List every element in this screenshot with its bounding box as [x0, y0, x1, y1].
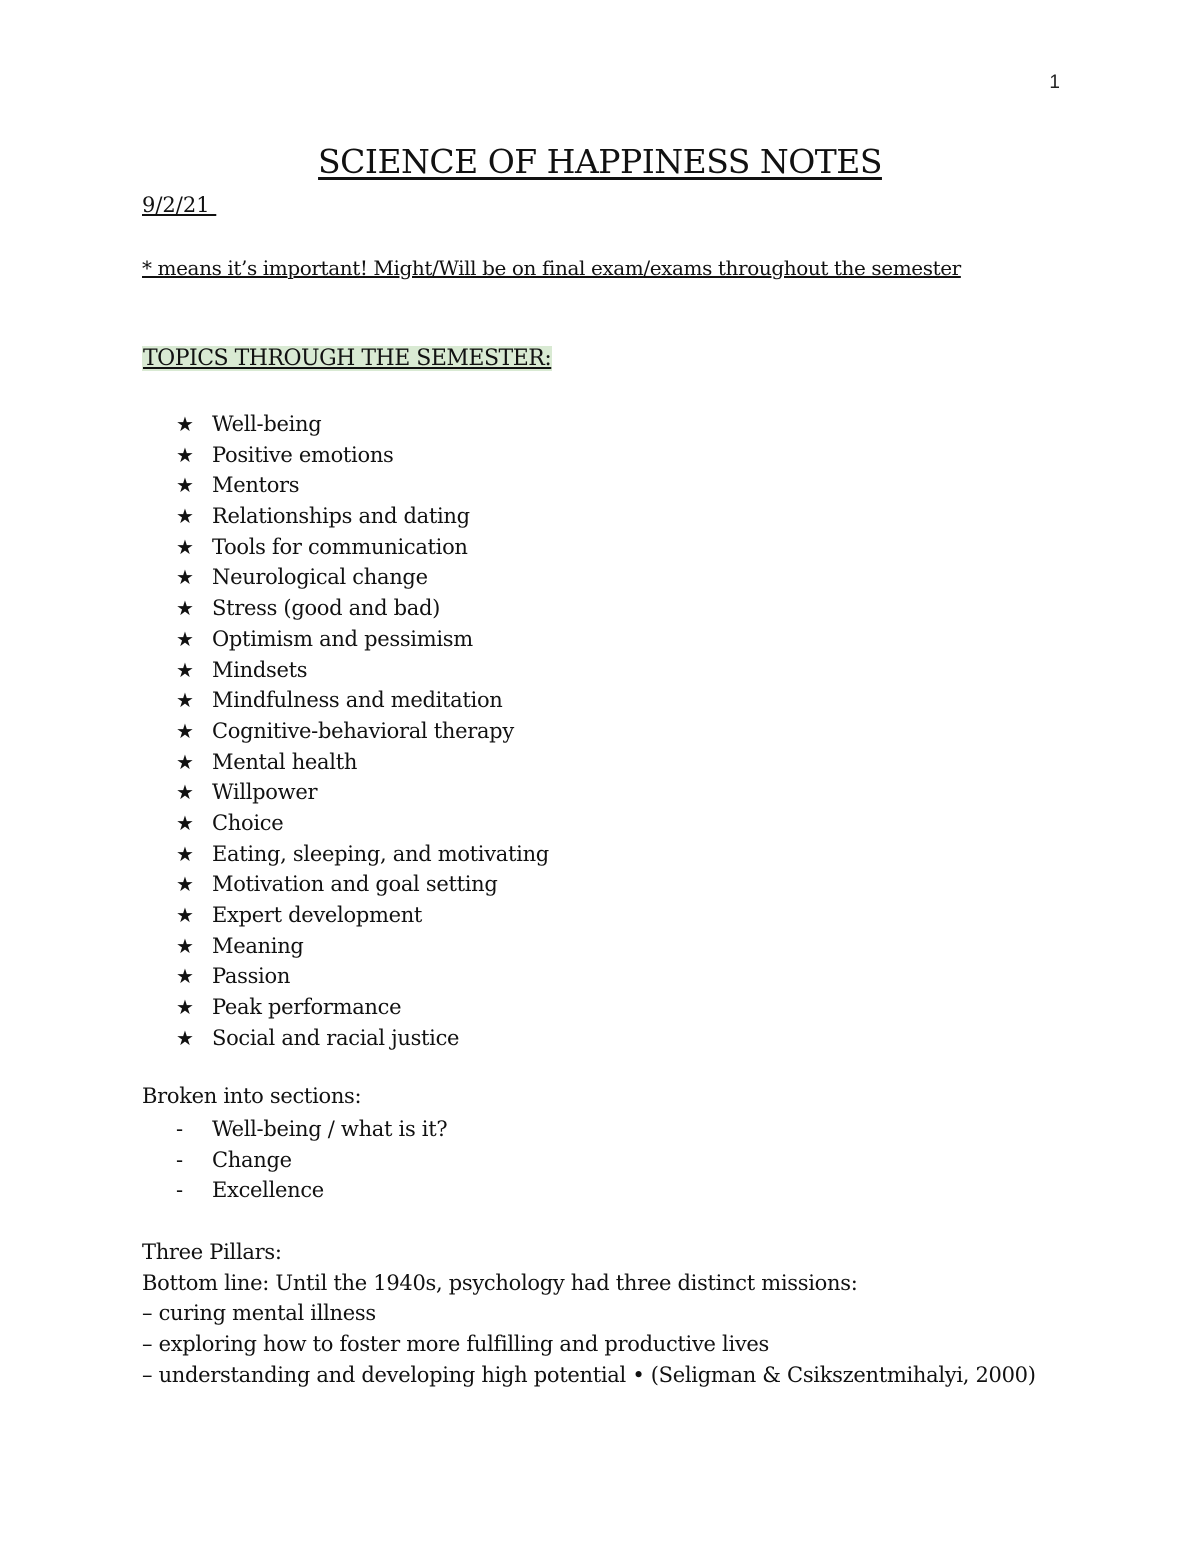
importance-note: * means it’s important! Might/Will be on final exam/exams throughout the semester: [142, 256, 961, 280]
star-bullet-icon: ★: [176, 872, 194, 897]
star-bullet-icon: ★: [176, 780, 194, 805]
section-label: Excellence: [212, 1178, 324, 1203]
list-item: [176, 1175, 447, 1206]
list-item: [176, 839, 549, 870]
pillars-line: Bottom line: Until the 1940s, psychology had three distinct missions:: [142, 1270, 858, 1295]
star-bullet-icon: ★: [176, 995, 194, 1020]
document-title: SCIENCE OF HAPPINESS NOTES: [318, 142, 882, 181]
topic-label: Motivation and goal setting: [212, 872, 498, 897]
star-bullet-icon: ★: [176, 1025, 194, 1050]
page-number: 1: [1049, 72, 1060, 93]
list-item: [176, 532, 549, 563]
topics-heading: TOPICS THROUGH THE SEMESTER:: [143, 346, 552, 371]
date-line: 9/2/21: [142, 193, 217, 217]
topic-label: Passion: [212, 964, 291, 989]
list-item: [176, 409, 549, 440]
topic-label: Mindsets: [212, 657, 308, 682]
star-bullet-icon: ★: [176, 964, 194, 989]
star-bullet-icon: ★: [176, 473, 194, 498]
topic-label: Mindfulness and meditation: [212, 688, 503, 713]
topics-list: [176, 409, 549, 1053]
list-item: [176, 869, 549, 900]
topic-label: Eating, sleeping, and motivating: [212, 841, 549, 866]
star-bullet-icon: ★: [176, 412, 194, 436]
pillars-line: – understanding and developing high potential • (Seligman & Csikszentmihalyi, 2000): [142, 1362, 1036, 1387]
topic-label: Meaning: [212, 933, 304, 958]
list-item: [176, 470, 549, 501]
list-item: [176, 562, 549, 593]
topic-label: Mental health: [212, 749, 358, 774]
star-bullet-icon: ★: [176, 688, 194, 713]
star-bullet-icon: ★: [176, 657, 194, 682]
topic-label: Well-being: [212, 412, 322, 436]
star-bullet-icon: ★: [176, 933, 194, 958]
star-bullet-icon: ★: [176, 565, 194, 590]
pillars-line: – curing mental illness: [142, 1301, 376, 1326]
topic-label: Willpower: [212, 780, 318, 805]
list-item: [176, 900, 549, 931]
star-bullet-icon: ★: [176, 626, 194, 651]
star-bullet-icon: ★: [176, 810, 194, 835]
list-item: [176, 1023, 549, 1054]
star-bullet-icon: ★: [176, 841, 194, 866]
list-item: [176, 1145, 447, 1176]
list-item: [176, 593, 549, 624]
star-bullet-icon: ★: [176, 749, 194, 774]
dash-bullet-icon: -: [176, 1147, 183, 1172]
star-bullet-icon: ★: [176, 442, 194, 467]
list-item: [176, 808, 549, 839]
section-label: Change: [212, 1147, 292, 1172]
topic-label: Expert development: [212, 903, 423, 927]
list-item: [176, 501, 549, 532]
list-item: [176, 777, 549, 808]
list-item: [176, 747, 549, 778]
dash-bullet-icon: -: [176, 1117, 183, 1141]
list-item: [176, 961, 549, 992]
topic-label: Tools for communication: [212, 534, 468, 559]
list-item: [176, 655, 549, 686]
topic-label: Stress (good and bad): [212, 596, 441, 621]
list-item: [176, 1114, 447, 1145]
star-bullet-icon: ★: [176, 504, 194, 529]
dash-bullet-icon: -: [176, 1178, 183, 1203]
section-label: Well-being / what is it?: [212, 1117, 448, 1141]
star-bullet-icon: ★: [176, 534, 194, 559]
topic-label: Neurological change: [212, 565, 428, 590]
list-item: [176, 931, 549, 962]
topic-label: Relationships and dating: [212, 504, 470, 529]
topic-label: Positive emotions: [212, 442, 394, 467]
topic-label: Cognitive-behavioral therapy: [212, 718, 514, 743]
topic-label: Peak performance: [212, 995, 402, 1020]
list-item: [176, 624, 549, 655]
list-item: [176, 685, 549, 716]
list-item: [176, 992, 549, 1023]
topic-label: Optimism and pessimism: [212, 626, 473, 651]
sections-list: [176, 1114, 447, 1206]
three-pillars-block: [142, 1237, 1036, 1390]
list-item: [176, 716, 549, 747]
pillars-heading: Three Pillars:: [142, 1240, 282, 1264]
star-bullet-icon: ★: [176, 903, 194, 927]
star-bullet-icon: ★: [176, 718, 194, 743]
star-bullet-icon: ★: [176, 596, 194, 621]
list-item: [176, 440, 549, 471]
sections-label: Broken into sections:: [142, 1084, 362, 1108]
topic-label: Choice: [212, 810, 284, 835]
pillars-line: – exploring how to foster more fulfilling and productive lives: [142, 1332, 770, 1357]
topic-label: Mentors: [212, 473, 300, 498]
topic-label: Social and racial justice: [212, 1025, 460, 1050]
